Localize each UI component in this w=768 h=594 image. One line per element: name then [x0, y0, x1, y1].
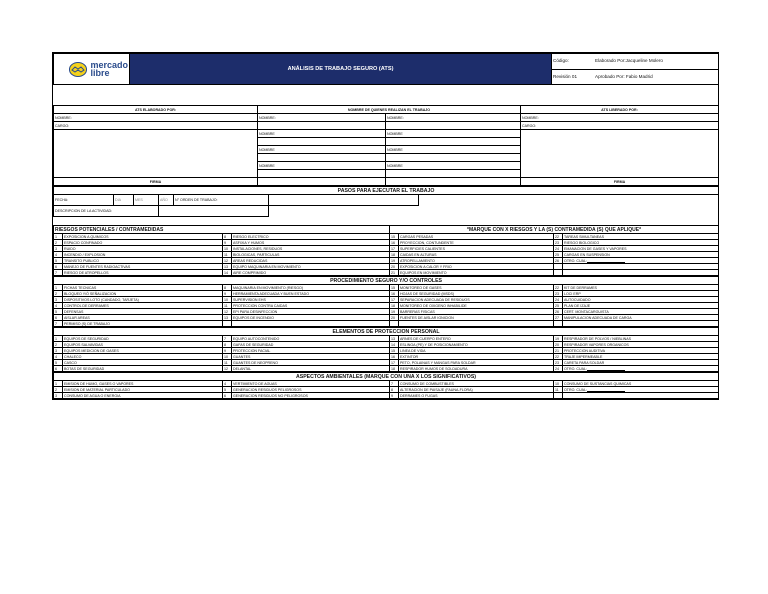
checklist-item[interactable]: RESPIRADOR DE POLVOS / NIEBLINAS [563, 336, 719, 342]
item-number: 10 [223, 297, 232, 303]
checklist-item[interactable]: PROTECCION CONTRA CAIDAS [232, 303, 390, 309]
checklist-item[interactable]: CONSUMO DE AGUA O ENERGIA [63, 393, 223, 399]
checklist-item[interactable]: EQUIPOS MEDICION DE GASES [63, 348, 223, 354]
item-number: 20 [554, 342, 563, 348]
item-number: 3 [54, 348, 63, 354]
checklist-item[interactable]: RESPIRADOR VAPORES ORGANICOS [563, 342, 719, 348]
released-name-field[interactable]: NOMBRE: [521, 114, 719, 122]
checklist-item[interactable]: RIESGO ELECTRICO [232, 234, 390, 240]
item-number: 24 [554, 246, 563, 252]
checklist-item[interactable]: CARGAS PESADAS [399, 234, 554, 240]
checklist-item[interactable]: DELANTAL [232, 366, 390, 372]
item-number: 14 [223, 270, 232, 276]
item-number: 5 [54, 309, 63, 315]
people-section [53, 105, 719, 186]
checklist-item[interactable]: HERRAMIENTA ADECUADA Y BUEN ESTADO [232, 291, 390, 297]
checklist-item[interactable]: SUPERFICIES CALIENTES [399, 246, 554, 252]
checklist-item[interactable]: DERRAMES O FUGAS [399, 393, 554, 399]
item-number: 21 [554, 348, 563, 354]
checklist-item[interactable]: ESPACIO CONFINADO [63, 240, 223, 246]
item-number: 20 [390, 264, 399, 270]
item-number: 12 [223, 309, 232, 315]
checklist-item[interactable]: DISPOSITIVOS LOTO (CANDADO, TARJETA) [63, 297, 223, 303]
checklist-item[interactable] [399, 321, 554, 327]
item-number: 24 [554, 297, 563, 303]
checklist-item[interactable]: EXPOSICION A QUIMICOS [63, 234, 223, 240]
item-number: 2 [54, 342, 63, 348]
worker-name-field[interactable]: NOMBRE: [386, 114, 521, 122]
ppe-table [53, 327, 719, 372]
checklist-item[interactable]: AIRE COMPRIMIDO [232, 270, 390, 276]
checklist-item[interactable]: KIT DE DERRAMES [563, 285, 719, 291]
checklist-item[interactable]: FUENTES DE AISLAR IGNICION [399, 315, 554, 321]
environment-title: ASPECTOS AMBIENTALES (MARQUE CON UNA X LOS SIGNIFICATIVOS) [54, 373, 719, 381]
item-number: 8 [390, 387, 399, 393]
item-number: 12 [223, 366, 232, 372]
item-number [390, 321, 399, 327]
item-number: 18 [390, 252, 399, 258]
prepared-by: Elaborado Por:Jacqueline Molero [595, 58, 663, 64]
checklist-item[interactable]: BLOQUEO Y/Ó SEÑALIZACION [63, 291, 223, 297]
item-number: 17 [390, 246, 399, 252]
checklist-item[interactable]: EQUIPOS EN MOVIMIENTO [399, 270, 554, 276]
released-header: ATS LIBERADO POR: [521, 106, 719, 114]
item-number: 8 [223, 234, 232, 240]
item-number: 3 [54, 393, 63, 399]
item-number: 2 [54, 387, 63, 393]
worker-name-field[interactable]: NOMBRE [258, 162, 386, 170]
risks-table [53, 225, 719, 276]
prepared-name-field[interactable]: NOMBRE: [54, 114, 258, 122]
descripcion-field[interactable] [159, 206, 269, 217]
checklist-item[interactable]: VERTIMIENTO DE AGUAS [232, 381, 390, 387]
spacer [53, 85, 718, 105]
item-number: 14 [390, 342, 399, 348]
dia-field[interactable]: DIA [114, 195, 134, 206]
checklist-item[interactable]: CONSUMO DE COMBUSTIBLES [399, 381, 554, 387]
otro-blank-line[interactable] [587, 262, 625, 263]
checklist-item[interactable]: CERT. MONTACARGUISTA [563, 309, 719, 315]
item-number: 13 [223, 315, 232, 321]
approved-by: Aprobado Por: Fabio Madrid [595, 73, 653, 79]
item-number: 9 [223, 240, 232, 246]
checklist-item[interactable]: SUPERVISION EHS [232, 297, 390, 303]
item-number: 11 [554, 387, 563, 393]
checklist-item[interactable]: EQUIPOS DE SEGURIDAD [63, 336, 223, 342]
item-number: 4 [54, 303, 63, 309]
checklist-item[interactable]: GUANTES [232, 354, 390, 360]
checklist-item[interactable]: PROTECCION AUDITIVA [563, 348, 719, 354]
item-number: 17 [390, 360, 399, 366]
checklist-item[interactable] [232, 321, 390, 327]
checklist-item[interactable]: AUTOCUIDADO [563, 297, 719, 303]
form-header [53, 53, 719, 85]
worker-name-field[interactable]: NOMBRE [386, 130, 521, 138]
checklist-item[interactable]: CASCO [63, 360, 223, 366]
checklist-item[interactable]: GAFAS DE SEGURIDAD [232, 342, 390, 348]
item-number: 7 [390, 381, 399, 387]
checklist-item[interactable] [563, 270, 719, 276]
checklist-item[interactable]: INSTALACIONES, RESIDUOS [232, 246, 390, 252]
checklist-item[interactable]: EQUIPO AUTOCONTENIDO [232, 336, 390, 342]
checklist-item[interactable]: EPI PARA DESINFECCION [232, 309, 390, 315]
prepared-firma-label: FIRMA [54, 178, 258, 186]
worker-name-field[interactable]: NOMBRE [386, 146, 521, 154]
item-number: 16 [390, 354, 399, 360]
checklist-item[interactable]: CONSUMO DE SUSTANCIAS QUIMICAS [563, 381, 719, 387]
descripcion-label: DESCRIPCION DE LA ACTIVIDAD: [54, 206, 159, 217]
item-number: 21 [390, 270, 399, 276]
item-number: 22 [554, 234, 563, 240]
checklist-item[interactable]: EXTINTOR [399, 354, 554, 360]
item-number: 7 [54, 270, 63, 276]
steps-section [53, 186, 719, 225]
checklist-item[interactable]: GENERACION RESIDUOS PELIGROSOS [232, 387, 390, 393]
item-number: 4 [54, 252, 63, 258]
checklist-item[interactable]: EXPOSICION A CALOR Y FRIO [399, 264, 554, 270]
prepared-cargo-field[interactable]: CARGO: [54, 122, 258, 130]
item-number: 27 [554, 315, 563, 321]
item-number: 19 [390, 258, 399, 264]
checklist-item[interactable]: MANEJO DE FUENTES RADIOACTIVAS [63, 264, 223, 270]
checklist-item[interactable]: HOJAS DE SEGURIDAD (MSDS) [399, 291, 554, 297]
item-number: 3 [54, 246, 63, 252]
handshake-icon [69, 62, 87, 77]
checklist-item[interactable]: EQUIPOS DE INCENDIO [232, 315, 390, 321]
checklist-item[interactable]: RIESGO BIOLOGICO [563, 240, 719, 246]
item-number: 22 [554, 285, 563, 291]
item-number [554, 393, 563, 399]
item-number: 5 [54, 360, 63, 366]
item-number: 2 [54, 291, 63, 297]
checklist-item[interactable]: EMANACION DE GASES Y VAPORES [563, 246, 719, 252]
item-number: 11 [223, 252, 232, 258]
checklist-item[interactable]: BIOLOGICAS, PARTICULAS [232, 252, 390, 258]
item-number: 8 [223, 285, 232, 291]
worker-name-field[interactable]: NOMBRE [258, 130, 386, 138]
item-number: 6 [223, 393, 232, 399]
checklist-item[interactable]: INCENDIO / EXPLOSION [63, 252, 223, 258]
checklist-item[interactable]: TRANSITO PUBLICO [63, 258, 223, 264]
checklist-item[interactable]: OTRO. CUAL: [563, 258, 719, 264]
item-number: 4 [223, 381, 232, 387]
item-number: 2 [54, 240, 63, 246]
checklist-item[interactable]: EMISION DE MATERIAL PARTICULADO [63, 387, 223, 393]
checklist-item[interactable]: EMISION DE HUMO, GASES O VAPORES [63, 381, 223, 387]
item-number: 17 [390, 297, 399, 303]
worker-name-field[interactable]: NOMBRE: [258, 114, 386, 122]
item-number: 1 [54, 336, 63, 342]
item-number: 10 [223, 246, 232, 252]
item-number [554, 321, 563, 327]
environment-row [54, 393, 719, 399]
checklist-item[interactable]: CONTROL DE DERRAMES [63, 303, 223, 309]
steps-title: PASOS PARA EJECUTAR EL TRABAJO [54, 187, 719, 195]
checklist-item[interactable]: RIESGO DE ATROPELLOS [63, 270, 223, 276]
item-number: 10 [554, 381, 563, 387]
item-number: 16 [390, 240, 399, 246]
mercado-libre-logo [55, 61, 128, 77]
item-number: 19 [554, 336, 563, 342]
checklist-item[interactable]: LINEA DE VIDA [399, 348, 554, 354]
brand-line2: libre [90, 68, 110, 78]
checklist-item[interactable]: FICHAS TECNICAS [63, 285, 223, 291]
item-number: 26 [554, 258, 563, 264]
item-number: 18 [390, 303, 399, 309]
procedures-row [54, 321, 719, 327]
checklist-item[interactable] [563, 321, 719, 327]
item-number: 15 [390, 348, 399, 354]
otro-blank-line[interactable] [587, 391, 625, 392]
item-number: 23 [554, 360, 563, 366]
released-cargo-field[interactable]: CARGO: [521, 122, 719, 130]
item-number: 7 [223, 336, 232, 342]
checklist-item[interactable]: ESLINGA (PE) Y DE POSICIONAMIENTO [399, 342, 554, 348]
item-number: 23 [554, 291, 563, 297]
item-number: 10 [223, 354, 232, 360]
released-firma-label: FIRMA [521, 178, 719, 186]
environment-table [53, 372, 719, 399]
ppe-title: ELEMENTOS DE PROTECCION PERSONAL [54, 328, 719, 336]
item-number: 13 [223, 264, 232, 270]
item-number: 1 [54, 381, 63, 387]
item-number: 24 [554, 366, 563, 372]
item-number: 26 [554, 309, 563, 315]
otro-blank-line[interactable] [587, 370, 625, 371]
checklist-item[interactable]: BOTAS DE SEGURIDAD [63, 366, 223, 372]
orden-field[interactable] [269, 195, 419, 206]
item-number: 11 [223, 360, 232, 366]
checklist-item[interactable]: LOCI ERP [563, 291, 719, 297]
item-number: 13 [390, 336, 399, 342]
checklist-item[interactable]: EQUIPO MAQUINARIA EN MOVIMIENTO [232, 264, 390, 270]
item-number: 7 [54, 321, 63, 327]
ats-form [52, 52, 719, 400]
item-number: 22 [554, 354, 563, 360]
checklist-item[interactable]: CHALECO [63, 354, 223, 360]
code-label: Código: [553, 58, 569, 64]
item-number: 5 [223, 387, 232, 393]
worker-name-field[interactable]: NOMBRE [386, 162, 521, 170]
item-number: 6 [54, 315, 63, 321]
checklist-item[interactable]: PETO, POLAINAS Y MANGAS PARA SOLDAR [399, 360, 554, 366]
checklist-item[interactable]: OTRO. CUAL: [563, 366, 719, 372]
checklist-item[interactable]: EQUIPOS SALVAVIDAS [63, 342, 223, 348]
checklist-item[interactable]: PROYECCION, CONTUNDENTE [399, 240, 554, 246]
checklist-item[interactable] [563, 393, 719, 399]
checklist-item[interactable]: AISLAR AREAS [63, 315, 223, 321]
item-number: 19 [390, 309, 399, 315]
item-number: 11 [223, 303, 232, 309]
checklist-item[interactable]: BARRERAS FISICAS [399, 309, 554, 315]
item-number: 1 [54, 234, 63, 240]
checklist-item[interactable]: CARETA PARA SOLDAR [563, 360, 719, 366]
item-number: 23 [554, 240, 563, 246]
risks-title: RIESGOS POTENCIALES / CONTRAMEDIDAS [54, 226, 390, 234]
checklist-item[interactable]: MAQUINARIA EN MOVIMIENTO (RIESGO) [232, 285, 390, 291]
checklist-item[interactable]: TAREAS SIMULTANEAS [563, 234, 719, 240]
checklist-item[interactable]: ALTERACION DE PAISAJE (FAUNA-FLORA) [399, 387, 554, 393]
procedures-table [53, 276, 719, 327]
item-number: 12 [223, 258, 232, 264]
item-number: 15 [390, 234, 399, 240]
checklist-item[interactable]: RESPIRADOR HUMOS DE SOLDADURA [399, 366, 554, 372]
item-number: 18 [390, 366, 399, 372]
orden-label: N° ORDEN DE TRABAJO: [174, 195, 269, 206]
checklist-item[interactable]: PERMISO (S) DE TRABAJO [63, 321, 223, 327]
checklist-item[interactable]: ATROPELLAMIENTO [399, 258, 554, 264]
checklist-item[interactable]: DEFENSAS [63, 309, 223, 315]
item-number: 1 [54, 285, 63, 291]
risks-instruction: *MARQUE CON X RIESGOS Y LA (S) CONTRAMEDIDA (S) QUE APLIQUE* [390, 226, 719, 234]
ppe-row [54, 366, 719, 372]
checklist-item[interactable]: ARNES DE CUERPO ENTERO [399, 336, 554, 342]
item-number: 4 [54, 354, 63, 360]
prepared-signature-area[interactable] [54, 130, 258, 178]
item-number: 9 [223, 291, 232, 297]
brand-line1: mercado [90, 60, 128, 70]
item-number [223, 321, 232, 327]
workers-header: NOMBRE DE QUIENES REALIZAN EL TRABAJO [258, 106, 521, 114]
checklist-item[interactable]: AREAS REDUCIDAS [232, 258, 390, 264]
revision: Revisión 01 [553, 73, 578, 79]
fecha-label: FECHA: [54, 195, 114, 206]
item-number: 16 [390, 291, 399, 297]
page-title: ANÁLISIS DE TRABAJO SEGURO (ATS) [130, 54, 552, 85]
checklist-item[interactable]: CAIDAS EN ALTURAS [399, 252, 554, 258]
checklist-item[interactable]: PLAN DE IZAJE [563, 303, 719, 309]
checklist-item[interactable]: TRAJE IMPERMEABLE [563, 354, 719, 360]
item-number: 20 [390, 315, 399, 321]
item-number: 3 [54, 297, 63, 303]
item-number: 9 [390, 393, 399, 399]
anio-field[interactable]: AÑO [159, 195, 174, 206]
worker-name-field[interactable]: NOMBRE [258, 146, 386, 154]
item-number [554, 270, 563, 276]
item-number: 6 [54, 366, 63, 372]
checklist-item[interactable]: PROTECCION FACIAL [232, 348, 390, 354]
brand-logo-cell [54, 54, 130, 85]
procedures-title: PROCEDIMIENTO SEGURO Y/O CONTROLES [54, 277, 719, 285]
checklist-item[interactable]: RUIDO [63, 246, 223, 252]
item-number: 6 [54, 264, 63, 270]
risks-row [54, 270, 719, 276]
checklist-item[interactable]: MANIPULACION ADECUADA DE CARGA [563, 315, 719, 321]
mes-field[interactable]: MES [134, 195, 159, 206]
checklist-item[interactable]: MONITOREO DE OXIGENO INHABILIDE [399, 303, 554, 309]
item-number: 9 [223, 348, 232, 354]
checklist-item[interactable]: CARGAS EN SUSPENSION [563, 252, 719, 258]
checklist-item[interactable]: SEPARACION ADECUADA DE RESIDUOS [399, 297, 554, 303]
item-number: 25 [554, 252, 563, 258]
item-number: 8 [223, 342, 232, 348]
item-number: 5 [54, 258, 63, 264]
released-signature-area[interactable] [521, 130, 719, 178]
item-number: 25 [554, 303, 563, 309]
checklist-item[interactable]: GENERACION RESIDUOS NO PELIGROSOS [232, 393, 390, 399]
prepared-header: ATS ELABORADO POR: [54, 106, 258, 114]
item-number: 15 [390, 285, 399, 291]
checklist-item[interactable]: GUANTES DE NEOPRENO [232, 360, 390, 366]
checklist-item[interactable]: ASFIXIA Y HUMOS [232, 240, 390, 246]
checklist-item[interactable]: OTRO. CUAL: [563, 387, 719, 393]
checklist-item[interactable]: MONITOREO DE GASES [399, 285, 554, 291]
